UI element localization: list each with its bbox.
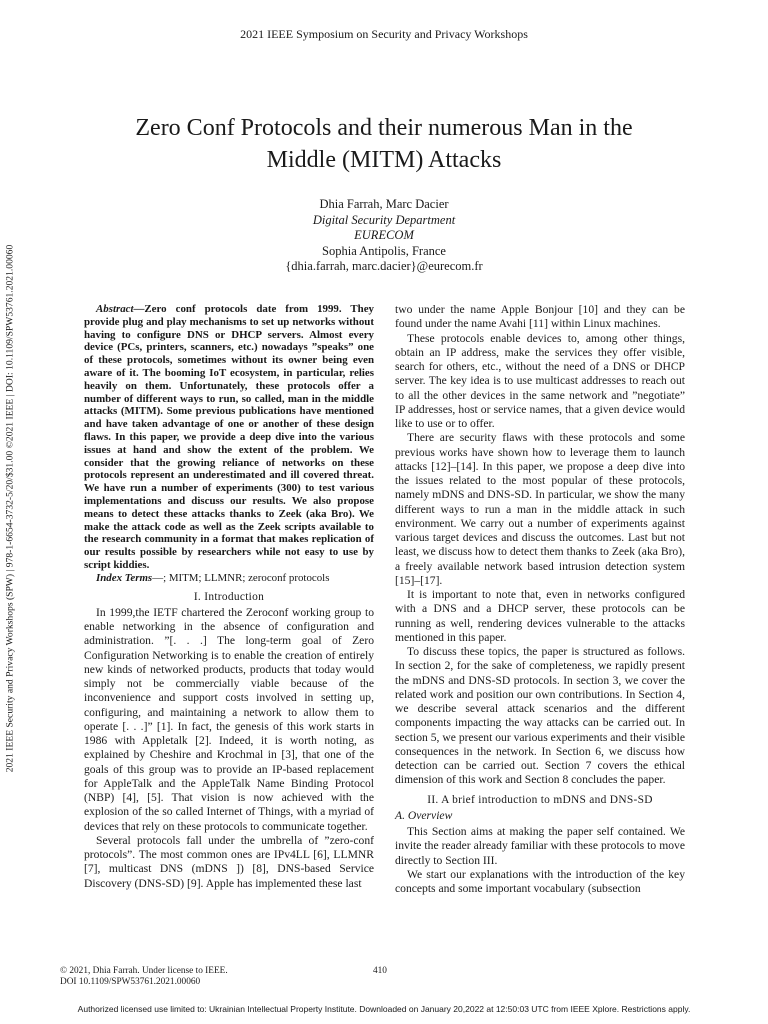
intro-paragraph-2: Several protocols fall under the umbrella of ”zero-conf protocols”. The most common ones are IPv4LL [6], LLMNR [7], multicast DNS (mDNS ]) [8], DNS-based Service Discovery (DNS-SD) [9]. Apple has implemented these last (84, 833, 374, 890)
license-notice: Authorized licensed use limited to: Ukrainian Intellectual Property Institute. Downloaded on January 20,2022 at 12:50:03 UTC from IEEE Xplore. Restrictions apply. (77, 1004, 691, 1014)
venue-header: 2021 IEEE Symposium on Security and Privacy Workshops (240, 27, 528, 41)
footer-doi: DOI 10.1109/SPW53761.2021.00060 (60, 977, 201, 987)
title-line-2: Middle (MITM) Attacks (266, 147, 502, 173)
author-location: Sophia Antipolis, France (322, 243, 446, 258)
footer-copyright-block (60, 966, 228, 988)
page-number: 410 (373, 966, 387, 976)
abstract-text: —Zero conf protocols date from 1999. They provide plug and play mechanisms to set up networks without having to configure DNS or DHCP servers. Almost every device (PCs, printers, scanners, etc.) nowadays ”speaks” one of these protocols, sometimes without its owner being even aware of it. The booming IoT ecosystem, in particular, relies heavily on them. Unfortunately, these protocols offer a number of different ways to run, so called, man in the middle attacks (MITM). Some previous publications have mentioned and have taken advantage of one or another of these design flaws. In this paper, we provide a deep dive into the various issues at hand and show the extent of the problem. We consider that the growing reliance of networks on these protocols represent an underestimated and ill covered threat. We have run a number of experiments (300) to test various implementations and discuss our results. We also propose means to detect these attacks thanks to Zeek (aka Bro). We make the attack code as well as the Zeek scripts available to the research community in a format that makes replication of our results possible by researchers while not easy to use by script kiddies. (84, 303, 374, 571)
overview-paragraph-2: We start our explanations with the introduction of the key concepts and some important vocabulary (subsection (395, 867, 685, 895)
intro-paragraph-5: It is important to note that, even in networks configured with a DNS and a DHCP server, these protocols can be running as well, rendering devices vulnerable to the attacks mentioned in this paper. (395, 588, 685, 644)
title-line-1: Zero Conf Protocols and their numerous Man in the (135, 115, 633, 141)
left-column (84, 303, 374, 891)
author-institution: EURECOM (354, 228, 414, 242)
section-heading-introduction: I. Introduction (193, 590, 265, 603)
author-email: {dhia.farrah, marc.dacier}@eurecom.fr (285, 259, 483, 273)
index-terms-label: Index Terms (96, 571, 153, 584)
intro-paragraph-2-cont: two under the name Apple Bonjour [10] and they can be found under the name Avahi [11] within Linux machines. (395, 303, 685, 331)
intro-paragraph-3: These protocols enable devices to, among other things, obtain an IP address, make the services they offer visible, search for others, etc., without the need of a DNS or DHCP server. The key idea is to use multicast addresses to reach out to all the other devices in the same network and ”negotiate” IP addresses, host or service names, that a given device would like to use or to offer. (395, 331, 685, 430)
footer-copyright: © 2021, Dhia Farrah. Under license to IEEE. (60, 966, 228, 976)
intro-paragraph-4: There are security flaws with these protocols and some previous works have shown how to leverage them to launch attacks [12]–[14]. In this paper, we propose a deep dive into the issues related to the most popular of these protocols, namely mDNS and DNS-SD. In particular, we show the many different ways to run a man in the middle attack in such environment. We carry out a number of experiments against various target devices and discuss the outcomes. Last but not least, we discuss how to detect them thanks to Zeek (aka Bro), a freely available network based intrusion detection system [15]–[17]. (395, 431, 685, 587)
intro-paragraph-6: To discuss these topics, the paper is structured as follows. In section 2, for the sake of completeness, we rapidly present the mDNS and DNS-SD protocols. In section 3, we cover the related work and position our own contributions. In Section 4, we describe several attack scenarios and the different components impacting the way attacks can be carried out. In section 5, we present our various experiments and their visible consequences in the network. In Section 6, we discuss how detection can be carried out. Section 7 covers the ethical dimension of this work and Section 8 concludes the paper. (395, 645, 685, 787)
intro-paragraph-1: In 1999,the IETF chartered the Zeroconf working group to enable networking in the absence of configuration and administration. ”[. . .] The long-term goal of Zero Configuration Networking is to enable the creation of entirely new kinds of networked products, products that today would simply not be commercially viable because of the inconvenience and support costs involved in setting up, configuring, and maintaining a network to allow them to operate [. . .]” [1]. In fact, the genesis of this work starts in 1986 with Appletalk [2]. Indeed, it is worth noting, as explained by Cheshire and Krochmal in [3], that one of the goals of this group was to provide an IP-based replacement for AppleTalk and the AppleTalk Name Binding Protocol (NBP) [4], [5]. That vision is now achieved with the explosion of the so called Internet of Things, with a myriad of devices that rely on these protocols to communicate together. (84, 605, 374, 833)
overview-paragraph-1: This Section aims at making the paper self contained. We invite the reader already familiar with these protocols to move directly to Section III. (395, 825, 685, 867)
index-terms-text: —; MITM; LLMNR; zeroconf protocols (152, 571, 330, 584)
author-block (0, 197, 768, 275)
abstract-label: Abstract (96, 303, 134, 315)
right-column (395, 303, 685, 896)
subsection-heading-overview: A. Overview (395, 808, 453, 822)
paper-title (60, 112, 708, 176)
author-department: Digital Security Department (312, 212, 456, 227)
section-heading-mdns: II. A brief introduction to mDNS and DNS-SD (427, 793, 653, 806)
index-terms (84, 572, 374, 585)
side-doi-identifier: 2021 IEEE Security and Privacy Workshops (SPW) | 978-1-6654-3732-5/20/$31.00 ©2021 IEEE | DOI: 10.1109/SPW53761.2021.00060 (4, 244, 16, 773)
author-names: Dhia Farrah, Marc Dacier (319, 197, 449, 211)
abstract (84, 303, 374, 572)
